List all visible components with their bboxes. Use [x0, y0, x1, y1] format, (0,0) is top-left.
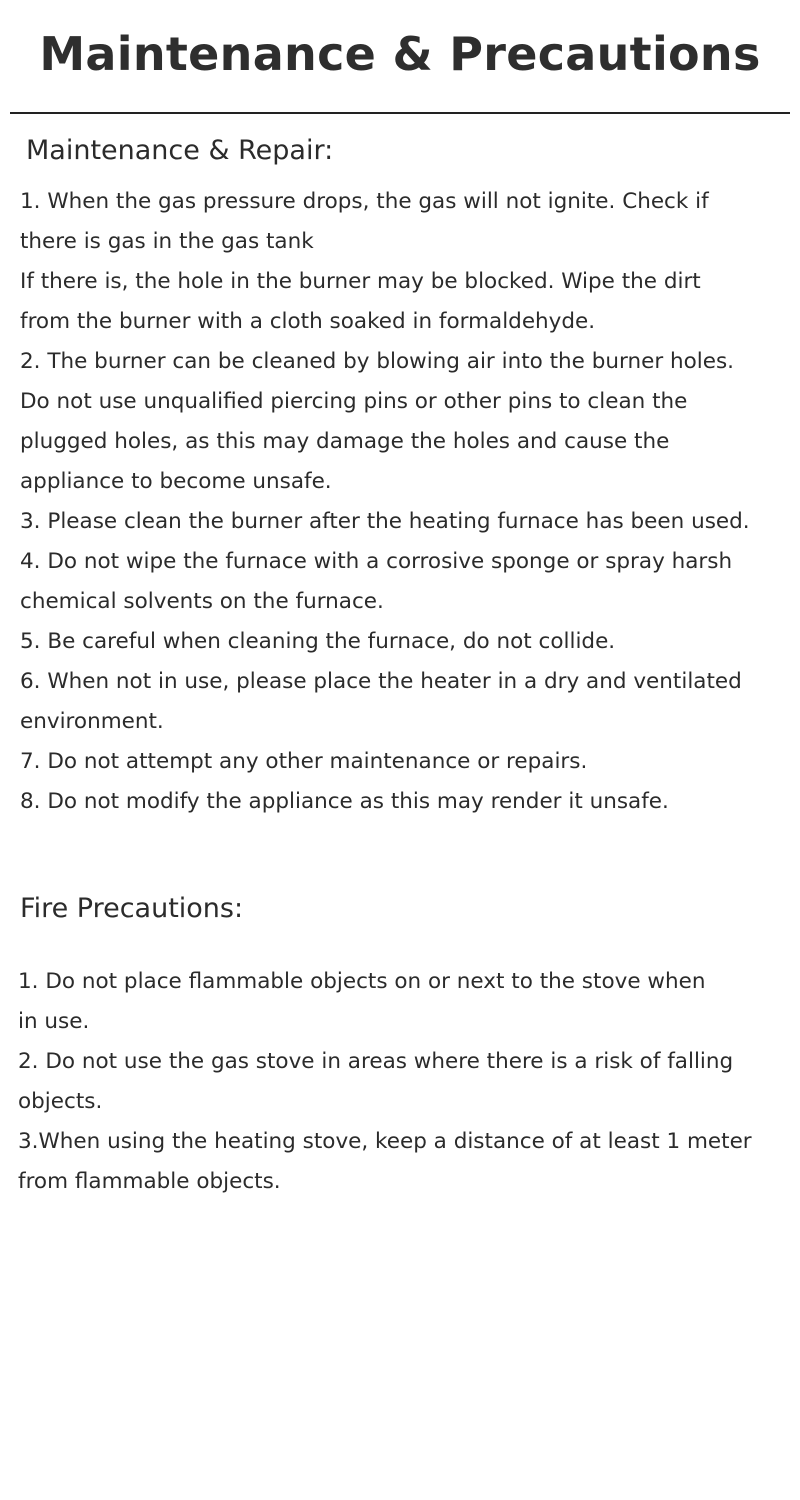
maintenance-line: there is gas in the gas tank	[20, 229, 314, 254]
page-title: Maintenance & Precautions	[39, 27, 761, 81]
maintenance-line: 2. The burner can be cleaned by blowing air into the burner holes.	[20, 349, 735, 374]
fire-precautions-text	[18, 962, 788, 1202]
maintenance-line: 5. Be careful when cleaning the furnace, do not collide.	[20, 629, 616, 654]
fire-line: objects.	[18, 1089, 103, 1114]
fire-line: from flammable objects.	[18, 1169, 281, 1194]
maintenance-line: 6. When not in use, please place the heater in a dry and ventilated	[20, 669, 742, 694]
fire-line: 3.When using the heating stove, keep a distance of at least 1 meter	[18, 1129, 752, 1154]
maintenance-line: 3. Please clean the burner after the heating furnace has been used.	[20, 509, 750, 534]
fire-line: 1. Do not place flammable objects on or next to the stove when	[18, 969, 706, 994]
maintenance-line: Do not use unqualified piercing pins or other pins to clean the	[20, 389, 688, 414]
maintenance-line: environment.	[20, 709, 164, 734]
maintenance-line: from the burner with a cloth soaked in formaldehyde.	[20, 309, 596, 334]
fire-line: in use.	[18, 1009, 90, 1034]
maintenance-line: plugged holes, as this may damage the holes and cause the	[20, 429, 670, 454]
maintenance-line: 7. Do not attempt any other maintenance or repairs.	[20, 749, 588, 774]
maintenance-line: 4. Do not wipe the furnace with a corrosive sponge or spray harsh	[20, 549, 733, 574]
maintenance-line: appliance to become unsafe.	[20, 469, 332, 494]
maintenance-line: If there is, the hole in the burner may be blocked. Wipe the dirt	[20, 269, 701, 294]
fire-line: 2. Do not use the gas stove in areas where there is a risk of falling	[18, 1049, 734, 1074]
maintenance-heading: Maintenance & Repair:	[26, 135, 334, 166]
maintenance-line: 1. When the gas pressure drops, the gas will not ignite. Check if	[20, 189, 709, 214]
maintenance-text	[20, 182, 790, 822]
fire-precautions-heading: Fire Precautions:	[20, 893, 244, 924]
maintenance-line: chemical solvents on the furnace.	[20, 589, 384, 614]
title-divider	[10, 112, 790, 114]
maintenance-line: 8. Do not modify the appliance as this may render it unsafe.	[20, 789, 669, 814]
